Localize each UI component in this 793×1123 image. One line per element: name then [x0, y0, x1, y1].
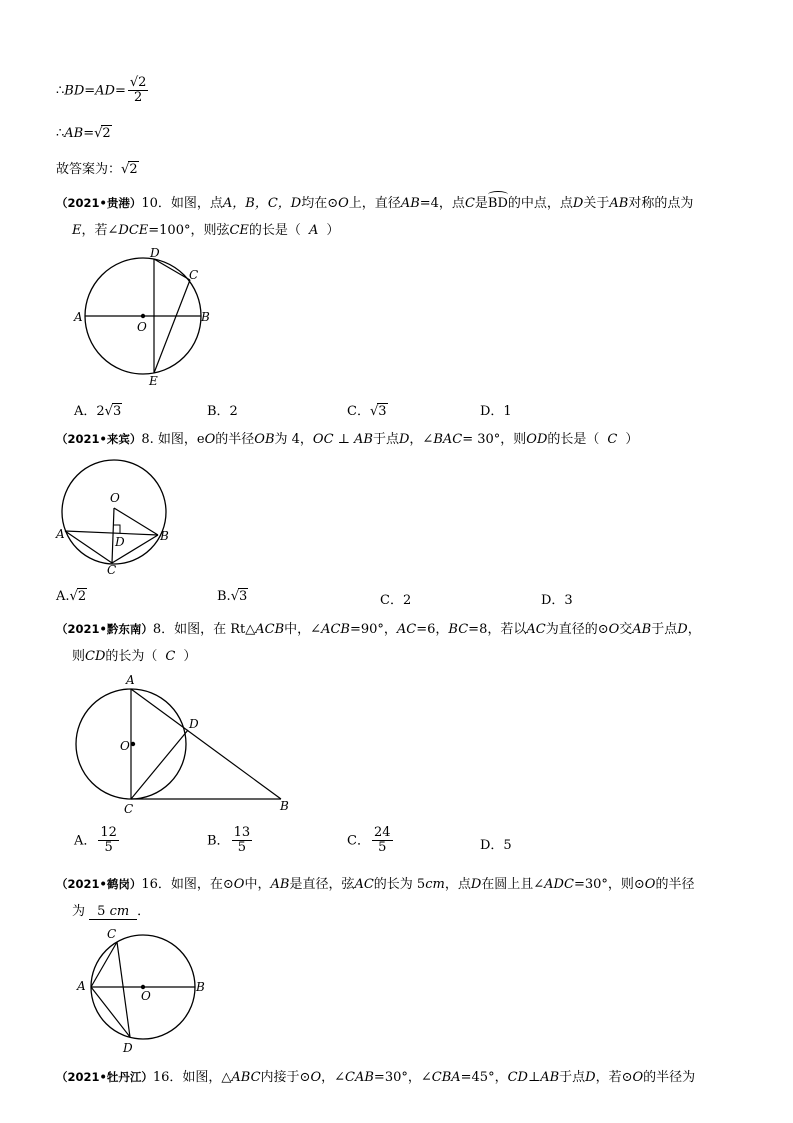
label-d: D — [150, 246, 160, 260]
q3-option-a: A． $\frac{12}{5}$ — [74, 825, 117, 856]
label-c: C — [107, 927, 117, 941]
label-b: B — [196, 980, 205, 994]
label-d: D — [123, 1041, 133, 1055]
label-c: C — [124, 802, 134, 815]
label-c: C — [107, 563, 117, 577]
q1-option-b: B．2 — [207, 404, 238, 419]
label-a: A — [74, 310, 83, 324]
label-b: B — [280, 799, 289, 813]
segment-ab — [131, 689, 281, 799]
label-d: D — [115, 535, 125, 549]
top-line-2: ∴AB=√2 — [56, 126, 111, 141]
center-dot — [141, 314, 145, 318]
q1-line-1: （2021•贵港）10．如图，点A，B，C，D均在⊙O上，直径AB=4，点C是 BD的中点，点D关于AB对称的点为 — [56, 192, 693, 211]
segment-ac — [65, 531, 112, 563]
chord-dc — [154, 259, 190, 280]
segment-oc — [112, 508, 114, 563]
right-angle-mark — [113, 525, 120, 533]
label-a: A — [77, 979, 86, 993]
label-a: A — [126, 673, 135, 687]
q1-option-c: C．√3 — [347, 404, 387, 419]
label-d: D — [189, 717, 199, 731]
q4-line-1: （2021•鹤岗）16．如图，在⊙O中，AB是直径，弦AC的长为 5cm，点D在圆上且∠ADC=30°，则⊙O的半径 — [56, 877, 695, 892]
label-o: O — [137, 320, 147, 334]
label-c: C — [189, 268, 199, 282]
chord-ce — [154, 280, 190, 373]
answer-blank: 5 cm — [89, 904, 137, 920]
chord-ac — [91, 942, 117, 987]
q2-option-a: A.√2 — [56, 589, 87, 604]
label-b: B — [201, 310, 210, 324]
segment-ob — [114, 508, 158, 535]
label-o: O — [141, 989, 151, 1003]
q3-option-b: B． $\frac{13}{5}$ — [207, 825, 251, 856]
arc-bd: BD — [488, 196, 508, 211]
label-a: A — [56, 527, 65, 541]
center-dot — [131, 742, 135, 746]
label-o: O — [110, 491, 120, 505]
q2-option-b: B.√3 — [217, 589, 248, 604]
q2-figure — [52, 452, 177, 577]
label-b: B — [160, 529, 169, 543]
q4-figure — [72, 924, 217, 1059]
sqrt: √2 — [121, 162, 138, 177]
sqrt: √2 — [94, 126, 111, 141]
top-line-3: 故答案为：√2 — [56, 162, 138, 177]
q5-line: （2021•牡丹江）16．如图，△ABC内接于⊙O，∠CAB=30°，∠CBA=45°，CD⊥AB于点D，若⊙O的半径为 — [56, 1070, 696, 1085]
q3-figure — [70, 670, 295, 815]
q3-option-c: C． $\frac{24}{5}$ — [347, 825, 391, 856]
q3-line-2: 则CD的长为（ C ） — [72, 649, 197, 664]
q3-option-d: D．5 — [480, 838, 512, 853]
q2-option-c: C．2 — [380, 593, 412, 608]
chord-ab — [65, 531, 158, 535]
q3-line-1: （2021•黔东南）8．如图，在 Rt△ACB中，∠ACB=90°，AC=6，BC=8，若以AC为直径的⊙O交AB于点D， — [56, 622, 701, 637]
label-o: O — [120, 739, 130, 753]
q2-option-d: D．3 — [541, 593, 573, 608]
top-line-1: ∴BD=AD= $\frac{√2}{2}$ — [56, 75, 147, 106]
q1-figure — [70, 243, 220, 388]
q2-line: （2021•来宾）8. 如图，eO的半径OB为 4，OC ⊥ AB于点D，∠BAC= 30°，则OD的长是（ C ） — [56, 432, 639, 447]
q1-line-2: E，若∠DCE=100°，则弦CE的长是（ A ） — [72, 223, 340, 238]
fraction: $\frac{√2}{2}$ — [129, 75, 147, 106]
q1-option-a: A．2√3 — [74, 404, 122, 419]
q1-option-d: D．1 — [480, 404, 512, 419]
q4-line-2: 为 5 cm ． — [72, 904, 151, 919]
label-e: E — [149, 374, 158, 388]
segment-cd — [131, 730, 188, 799]
